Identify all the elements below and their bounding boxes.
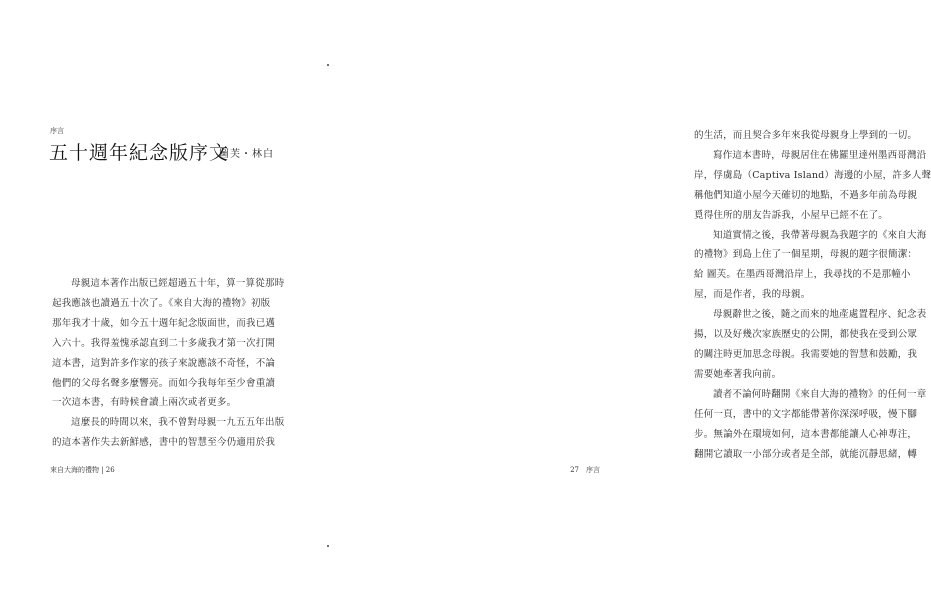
left-page <box>0 0 327 609</box>
text-line: 給 圖芙。在墨西哥灣沿岸上，我尋找的不是那幢小 <box>694 269 911 281</box>
text-line: 揚，以及好幾次家族歷史的公開，都使我在受到公眾 <box>694 329 918 341</box>
text-line: 他們的父母名聲多麼響亮。而如今我每年至少會重讀 <box>52 377 276 389</box>
section-label: 序言 <box>50 127 64 135</box>
right-body-text <box>694 126 930 464</box>
text-line: 屋，而是作者，我的母親。 <box>694 289 811 301</box>
text-line: 母親這本著作出版已經超過五十年，算一算從那時 <box>71 278 285 289</box>
text-line: 入六十。我得羞愧承認直到二十多歲我才第一次打開 <box>52 337 276 349</box>
chapter-title: 五十週年紀念版序文 <box>49 142 230 164</box>
text-line: 知道實情之後，我帶著母親為我題字的《來自大海 <box>713 229 927 241</box>
text-line: 翻開它讀取一小部分或者是全部，就能沉靜思緒，轉 <box>694 448 918 460</box>
text-line: 需要她牽著我向前。 <box>694 368 782 380</box>
author-name: 圖芙・林白 <box>219 149 274 160</box>
text-line: 的禮物》到島上住了一個星期，母親的題字很簡潔： <box>694 249 918 261</box>
text-line: 那年我才十歲，如今五十週年紀念版面世，而我已邁 <box>52 317 276 329</box>
left-body-text <box>52 274 285 453</box>
text-line: 的這本著作失去新鮮感，書中的智慧至今仍適用於我 <box>52 437 276 449</box>
text-line: 一次這本書，有時候會讀上兩次或者更多。 <box>52 397 237 409</box>
text-line: 步。無論外在環境如何，這本書都能讓人心神專注， <box>694 428 918 440</box>
text-line: 起我應該也讀過五十次了。《來自大海的禮物》初版 <box>52 297 271 309</box>
text-line: 寫作這本書時，母親居住在佛羅里達州墨西哥灣沿 <box>713 149 927 161</box>
text-line: 的生活，而且契合多年來我從母親身上學到的一切。 <box>694 130 918 141</box>
text-line: 岸，俘虜島（Captiva Island）海邊的小屋，許多人聲 <box>694 169 931 181</box>
right-page <box>327 0 931 609</box>
text-line: 母親辭世之後，隨之而來的地產處置程序、紀念表 <box>713 309 927 321</box>
text-line: 任何一頁，書中的文字都能帶著你深深呼吸，慢下腳 <box>694 408 918 420</box>
text-line: 稱他們知道小屋今天確切的地點，不過多年前為母親 <box>694 189 918 201</box>
text-line: 覓得住所的朋友告訴我，小屋早已經不在了。 <box>694 209 889 221</box>
text-line: 讀者不論何時翻開《來自大海的禮物》的任何一章 <box>713 388 927 400</box>
text-line: 的關注時更加思念母親。我需要她的智慧和鼓勵，我 <box>694 348 918 360</box>
right-footer: 27 序言 <box>570 466 600 474</box>
left-footer: 來自大海的禮物 | 26 <box>50 466 115 474</box>
text-line: 這本書，這對許多作家的孩子來說應該不奇怪，不論 <box>52 357 276 369</box>
text-line: 這麼長的時間以來，我不曾對母親一九五五年出版 <box>71 417 285 429</box>
